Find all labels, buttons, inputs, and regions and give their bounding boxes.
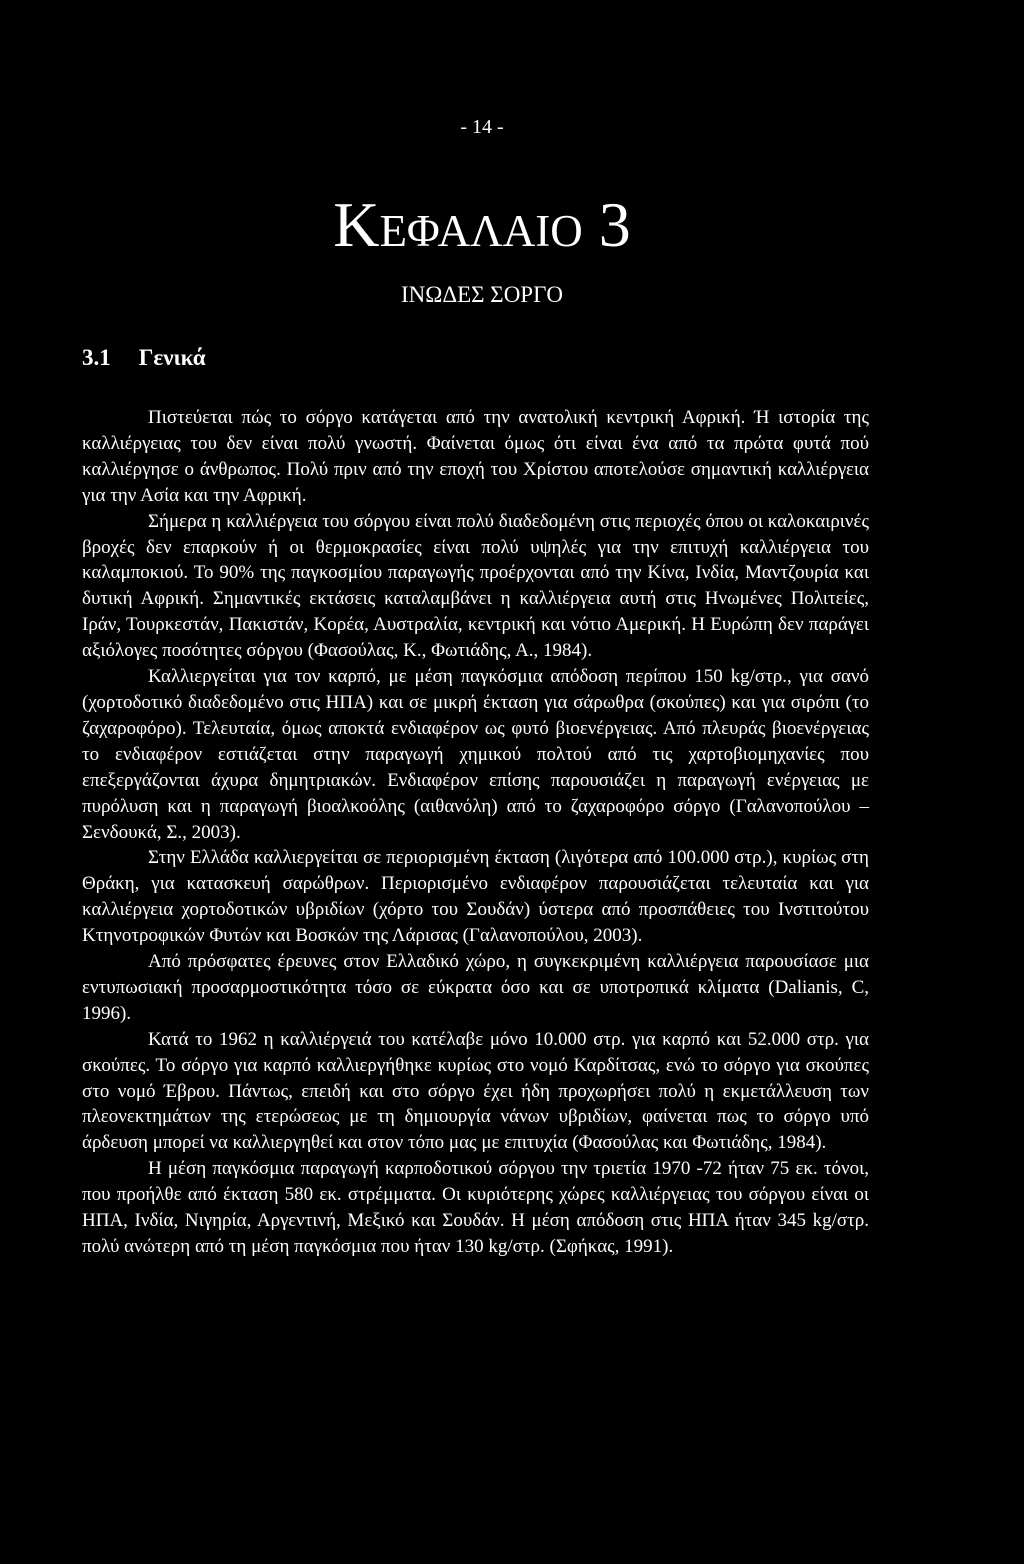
paragraph: Σήμερα η καλλιέργεια του σόργου είναι πολύ διαδεδομένη στις περιοχές όπου οι καλοκαιρινές βροχές δεν επαρκούν ή οι θερμοκρασίες είναι πολύ υψηλές για την επιτυχή καλλιέργεια του καλαμποκιού. Το 90% της παγκοσμίου παραγωγής προέρχονται από την Κίνα, Ινδία, Μαντζουρία και δυτική Αφρική. Σημαντικές εκτάσεις καταλαμβάνει η καλλιέργεια αυτή στις Ηνωμένες Πολιτείες, Ιράν, Τουρκεστάν, Πακιστάν, Κορέα, Αυστραλία, κεντρική και νότιο Αμερική. Η Ευρώπη δεν παράγει αξιόλογες ποσότητες σόργου (Φασούλας, Κ., Φωτιάδης, Α., 1984). xyxy=(82,510,869,662)
paragraph: Κατά το 1962 η καλλιέργειά του κατέλαβε μόνο 10.000 στρ. για καρπό και 52.000 στρ. για σκούπες. Το σόργο για καρπό καλλιεργήθηκε κυρίως στο νομό Καρδίτσας, ενώ το σόργο για σκούπες στο νομό Έβρου. Πάντως, επειδή και στο σόργο έχει ήδη προχωρήσει πολύ η εκμετάλλευση των πλεονεκτημάτων της ετερώσεως με τη δημιουργία νάνων υβριδίων, φαίνεται πως το σόργο υπό άρδευση μπορεί να καλλιεργηθεί και στον τόπο μας με επιτυχία (Φασούλας και Φωτιάδης, 1984). xyxy=(82,1028,869,1154)
body-text xyxy=(82,405,869,1260)
paragraph: Στην Ελλάδα καλλιεργείται σε περιορισμένη έκταση (λιγότερα από 100.000 στρ.), κυρίως στη Θράκη, για κατασκευή σαρώθρων. Περιορισμένο ενδιαφέρον παρουσιάζεται τελευταία και για καλλιέργεια χορτοδοτικών υβριδίων (χόρτο του Σουδάν) ύστερα από προσπάθειες του Ινστιτούτου Κτηνοτροφικών Φυτών και Βοσκών της Λάρισας (Γαλανοπούλου, 2003). xyxy=(82,847,869,947)
paragraph: Πιστεύεται πώς το σόργο κατάγεται από την ανατολική κεντρική Αφρική. Ή ιστορία της καλλιέργειας του δεν είναι πολύ γνωστή. Φαίνεται όμως ότι είναι ένα από τα πρώτα φυτά πού καλλιέργησε ο άνθρωπος. Πολύ πριν από την εποχή του Χρίστου αποτελούσε σημαντική καλλιέργεια για την Ασία και την Αφρική. xyxy=(82,407,869,506)
paragraph: Η μέση παγκόσμια παραγωγή καρποδοτικού σόργου την τριετία 1970 -72 ήταν 75 εκ. τόνοι, που προήλθε από έκταση 580 εκ. στρέμματα. Οι κυριότερης χώρες καλλιέργειας του σόργου είναι οι ΗΠΑ, Ινδία, Νιγηρία, Αργεντινή, Μεξικό και Σουδάν. Η μέση απόδοση στις ΗΠΑ ήταν 345 kg/στρ. πολύ ανώτερη από τη μέση παγκόσμια που ήταν 130 kg/στρ. (Σφήκας, 1991). xyxy=(82,1158,869,1257)
paragraph: Καλλιεργείται για τον καρπό, με μέση παγκόσμια απόδοση περίπου 150 kg/στρ., για σανό (χορτοδοτικό διαδεδομένο στις ΗΠΑ) και σε μικρή έκταση για σάρωθρα (σκούπες) και για σιρόπι (το ζαχαροφόρο). Τελευταία, όμως αποκτά ενδιαφέρον ως φυτό βιοενέργειας. Από πλευράς βιοενέργειας το ενδιαφέρον εστιάζεται στην παραγωγή χημικού πολτού από τις χαρτοβιομηχανίες που επεξεργάζονται άχυρα δημητριακών. Ενδιαφέρον επίσης παρουσιάζει η παραγωγή ενέργειας με πυρόλυση και η παραγωγή βιοαλκοόλης (αιθανόλη) από το ζαχαροφόρο σόργο (Γαλανοπούλου – Σενδουκά, Σ., 2003). xyxy=(82,666,869,843)
section-number: 3.1 xyxy=(82,345,111,370)
chapter-subtitle: ΙΝΩΔΕΣ ΣΟΡΓΟ xyxy=(400,282,564,307)
section-title: Γενικά xyxy=(138,345,206,370)
page-number: - 14 - xyxy=(460,116,504,138)
paragraph: Από πρόσφατες έρευνες στον Ελλαδικό χώρο, η συγκεκριμένη καλλιέργεια παρουσίασε μια εντυπωσιακή προσαρμοστικότητα τόσο σε εύκρατα όσο και σε υποτροπικά κλίματα (Dalianis, C, 1996). xyxy=(82,951,869,1024)
chapter-title: Κεφαλαιο 3 xyxy=(333,189,631,260)
section-heading xyxy=(82,345,206,371)
